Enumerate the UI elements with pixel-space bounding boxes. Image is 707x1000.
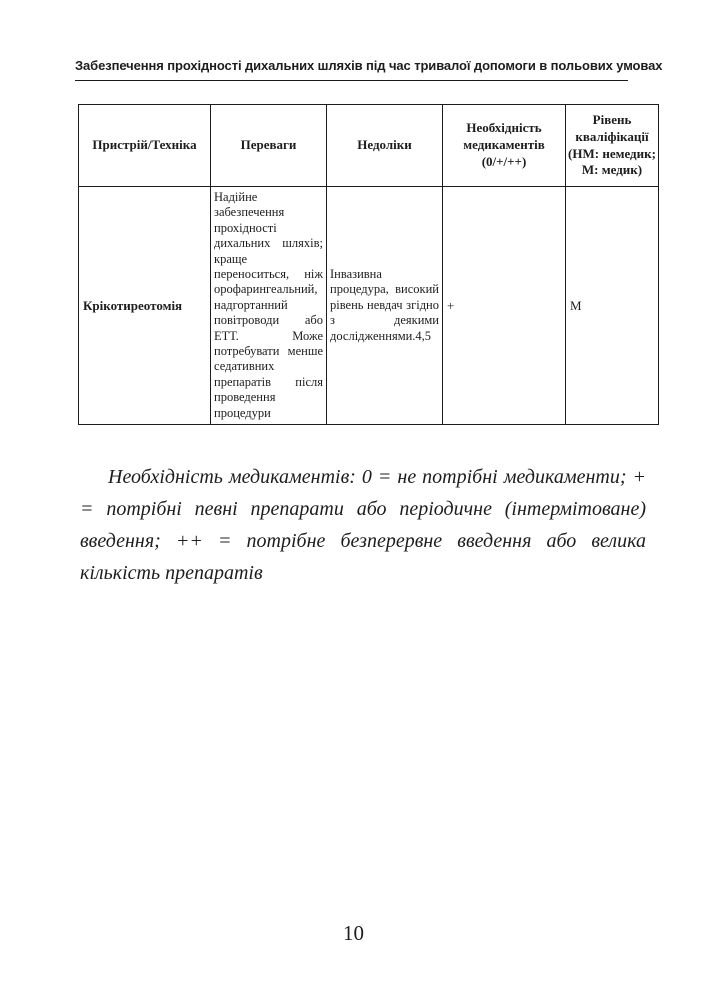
column-header-qualification-level: Рівень кваліфікації (НМ: немедик; М: медик) bbox=[566, 105, 659, 187]
cell-device-name: Крікотиреотомія bbox=[79, 187, 211, 425]
running-header: Забезпечення прохідності дихальних шляхів під час тривалої допомоги в польових умовах bbox=[75, 58, 628, 81]
cell-qualification-level: М bbox=[566, 187, 659, 425]
cell-advantages: Надійне забезпечення прохідності дихальних шляхів; краще переноситься, ніж орофарингеальний, надгортанний повітроводи або ЕТТ. Може потребувати менше седативних препаратів після проведення процедури bbox=[211, 187, 327, 425]
column-header-device: Пристрій/Техніка bbox=[79, 105, 211, 187]
table-header bbox=[79, 105, 659, 187]
table-row-cricothyrotomy bbox=[79, 187, 659, 425]
medication-need-legend: Необхідність медикаментів: 0 = не потрібні медикаменти; + = потрібні певні препарати або періодичне (інтермітоване) введення; ++ = потрібне безперервне введення або велика кількість препаратів bbox=[80, 466, 646, 584]
column-header-medication-need: Необхідність медикаментів (0/+/++) bbox=[443, 105, 566, 187]
table-body bbox=[79, 187, 659, 425]
table-header-row bbox=[79, 105, 659, 187]
column-header-advantages: Переваги bbox=[211, 105, 327, 187]
page-number: 10 bbox=[343, 921, 364, 945]
cell-medication-need: + bbox=[443, 187, 566, 425]
airway-devices-table bbox=[78, 104, 659, 425]
cell-disadvantages: Інвазивна процедура, високий рівень невдач згідно з деякими дослідженнями.4,5 bbox=[327, 187, 443, 425]
column-header-disadvantages: Недоліки bbox=[327, 105, 443, 187]
